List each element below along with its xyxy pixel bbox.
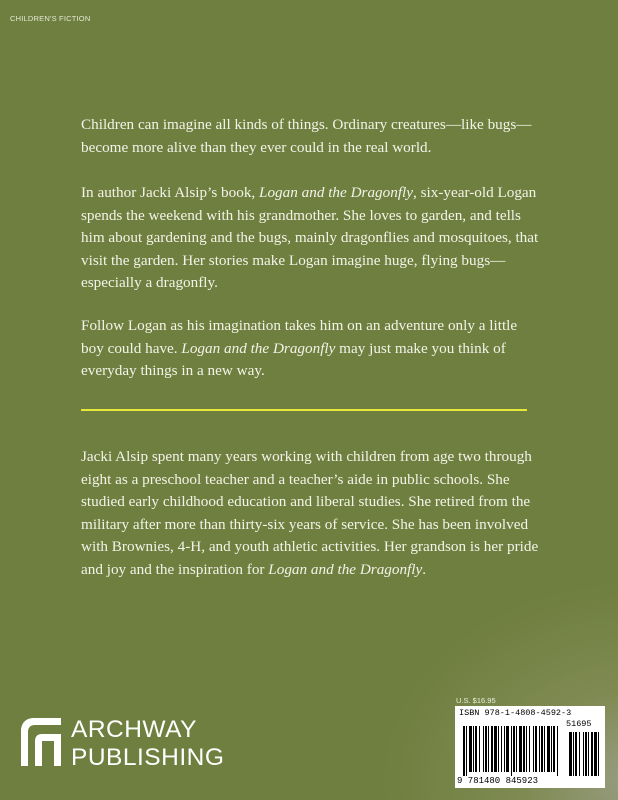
price-label: U.S. $16.95 [456, 696, 496, 705]
publisher-name-line1: ARCHWAY [71, 716, 197, 743]
publisher-name-line2: PUBLISHING [71, 744, 225, 771]
book-title-italic: Logan and the Dragonfly [181, 339, 336, 357]
section-divider [81, 409, 527, 411]
author-bio-end: . [422, 560, 427, 578]
barcode-addon-digits: 51695 [566, 719, 592, 729]
book-title-italic: Logan and the Dragonfly [259, 184, 413, 201]
barcode [455, 706, 605, 788]
blurb-p3-end: may just make you think of everyday things in a new way. [81, 339, 506, 379]
publisher-logo [71, 716, 224, 772]
blurb-p2-end: , six-year-old Logan spends the weekend with his grandmother. She loves to garden, and tells him about gardening and the bugs, mainly dragonflies and mosquitoes, that visit the garden. Her stories make Logan imagine huge, flying bugs—especially a dragonfly. [81, 184, 539, 291]
blurb-paragraph-2 [81, 182, 541, 295]
blurb-paragraph-3 [81, 315, 541, 383]
blurb-paragraph-1: Children can imagine all kinds of things. Ordinary creatures—like bugs—become more alive than they ever could in the real world. [81, 116, 532, 156]
blurb-p2-start: In author Jacki Alsip’s book, [81, 184, 260, 201]
author-bio-text: Jacki Alsip spent many years working with children from age two through eight as a preschool teacher and a teacher’s aide in public schools. She studied early childhood education and liberal studies. She retired from the military after more than thirty-six years of service. She has been involved with Brownies, 4-H, and youth athletic activities. Her grandson is her pride and joy and the inspiration for [81, 448, 539, 578]
archway-logo-icon [20, 717, 62, 767]
isbn-text: ISBN 978-1-4808-4592-3 [459, 708, 572, 718]
author-bio [81, 446, 541, 581]
book-title-italic: Logan and the Dragonfly [268, 560, 423, 578]
genre-label: CHILDREN'S FICTION [10, 14, 91, 23]
barcode-ean-digits: 9 781480 845923 [457, 776, 539, 786]
blurb-p3-start: Follow Logan as his imagination takes him on an adventure only a little boy could have. [81, 317, 518, 357]
